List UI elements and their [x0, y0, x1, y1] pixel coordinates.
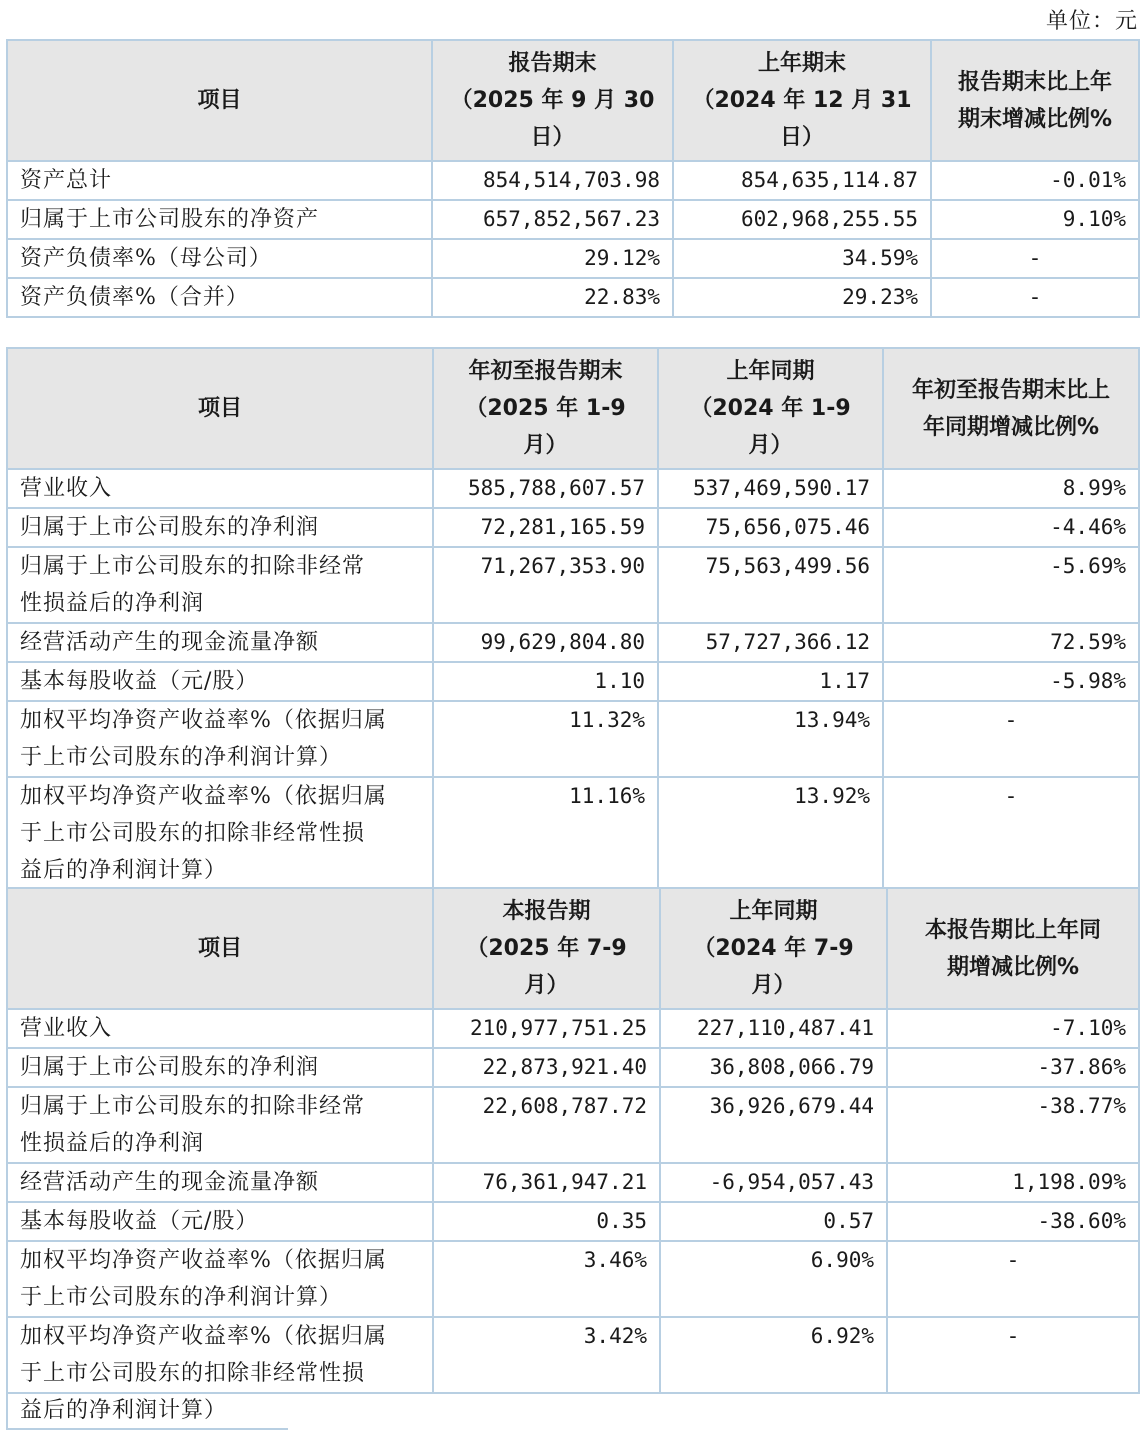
previous-value-cell: 13.92% — [658, 777, 883, 890]
table-header-row — [7, 888, 1139, 1009]
balance-table — [6, 39, 1140, 318]
current-value-cell: 29.12% — [432, 239, 673, 278]
row-label-cell: 资产负债率%（合并） — [7, 278, 432, 317]
row-label-cell: 资产负债率%（母公司） — [7, 239, 432, 278]
current-value-cell: 76,361,947.21 — [433, 1163, 660, 1202]
current-value-cell: 71,267,353.90 — [433, 547, 658, 623]
current-value-cell: 0.35 — [433, 1202, 660, 1241]
current-value-cell: 99,629,804.80 — [433, 623, 658, 662]
table-row — [7, 777, 1139, 890]
column-header: 报告期末 （2025 年 9 月 30 日） — [432, 40, 673, 161]
current-value-cell: 657,852,567.23 — [432, 200, 673, 239]
current-value-cell: 3.46% — [433, 1241, 660, 1317]
row-label-cell: 经营活动产生的现金流量净额 — [7, 1163, 433, 1202]
row-label-cell: 归属于上市公司股东的扣除非经常 性损益后的净利润 — [7, 1087, 433, 1163]
table-row — [7, 239, 1139, 278]
table-row — [7, 1163, 1139, 1202]
current-value-cell: 22,873,921.40 — [433, 1048, 660, 1087]
current-value-cell: 3.42% — [433, 1317, 660, 1393]
table-row — [7, 1087, 1139, 1163]
column-header: 年初至报告期末比上 年同期增减比例% — [883, 348, 1139, 469]
table-row — [7, 161, 1139, 200]
current-value-cell: 854,514,703.98 — [432, 161, 673, 200]
row-label-cell: 加权平均净资产收益率%（依据归属 于上市公司股东的扣除非经常性损 益后的净利润计算） — [7, 777, 433, 890]
current-value-cell: 210,977,751.25 — [433, 1009, 660, 1048]
table-row — [7, 1241, 1139, 1317]
table-row — [7, 200, 1139, 239]
previous-value-cell: 75,563,499.56 — [658, 547, 883, 623]
unit-label: 单位：元 — [1045, 9, 1138, 34]
previous-value-cell: 854,635,114.87 — [673, 161, 931, 200]
change-ratio-cell: -7.10% — [887, 1009, 1139, 1048]
change-ratio-cell: -37.86% — [887, 1048, 1139, 1087]
previous-value-cell: 227,110,487.41 — [660, 1009, 887, 1048]
table-row — [7, 1202, 1139, 1241]
column-header: 上年期末 （2024 年 12 月 31 日） — [673, 40, 931, 161]
change-ratio-cell: - — [931, 239, 1139, 278]
quarter-income-table — [6, 887, 1140, 1394]
previous-value-cell: 602,968,255.55 — [673, 200, 931, 239]
continued-row-text: 益后的净利润计算） — [6, 1392, 288, 1430]
column-header-item: 项目 — [7, 888, 433, 1009]
change-ratio-cell: 9.10% — [931, 200, 1139, 239]
table-row — [7, 469, 1139, 508]
change-ratio-cell: - — [887, 1241, 1139, 1317]
current-value-cell: 11.16% — [433, 777, 658, 890]
table-row — [7, 1048, 1139, 1087]
change-ratio-cell: -5.98% — [883, 662, 1139, 701]
change-ratio-cell: -4.46% — [883, 508, 1139, 547]
table-row — [7, 508, 1139, 547]
table-body — [7, 469, 1139, 890]
row-label-cell: 基本每股收益（元/股） — [7, 1202, 433, 1241]
current-value-cell: 11.32% — [433, 701, 658, 777]
previous-value-cell: 34.59% — [673, 239, 931, 278]
change-ratio-cell: 1,198.09% — [887, 1163, 1139, 1202]
change-ratio-cell: - — [887, 1317, 1139, 1393]
table-row — [7, 1009, 1139, 1048]
previous-value-cell: 36,808,066.79 — [660, 1048, 887, 1087]
current-value-cell: 1.10 — [433, 662, 658, 701]
row-label-cell: 经营活动产生的现金流量净额 — [7, 623, 433, 662]
column-header: 年初至报告期末 （2025 年 1-9 月） — [433, 348, 658, 469]
previous-value-cell: 57,727,366.12 — [658, 623, 883, 662]
column-header: 上年同期 （2024 年 1-9 月） — [658, 348, 883, 469]
change-ratio-cell: - — [931, 278, 1139, 317]
table-body — [7, 1009, 1139, 1393]
change-ratio-cell: -38.60% — [887, 1202, 1139, 1241]
previous-value-cell: 13.94% — [658, 701, 883, 777]
change-ratio-cell: - — [883, 701, 1139, 777]
table-row — [7, 623, 1139, 662]
row-label-cell: 归属于上市公司股东的净利润 — [7, 508, 433, 547]
row-label-cell: 加权平均净资产收益率%（依据归属 于上市公司股东的净利润计算） — [7, 701, 433, 777]
column-header-item: 项目 — [7, 348, 433, 469]
change-ratio-cell: -0.01% — [931, 161, 1139, 200]
row-label-cell: 归属于上市公司股东的净利润 — [7, 1048, 433, 1087]
row-label-cell: 营业收入 — [7, 1009, 433, 1048]
previous-value-cell: 0.57 — [660, 1202, 887, 1241]
row-label-cell: 营业收入 — [7, 469, 433, 508]
table-row — [7, 662, 1139, 701]
column-header: 报告期末比上年 期末增减比例% — [931, 40, 1139, 161]
row-label-cell: 加权平均净资产收益率%（依据归属 于上市公司股东的净利润计算） — [7, 1241, 433, 1317]
change-ratio-cell: -5.69% — [883, 547, 1139, 623]
current-value-cell: 22,608,787.72 — [433, 1087, 660, 1163]
ytd-income-table — [6, 347, 1140, 891]
row-label-cell: 归属于上市公司股东的净资产 — [7, 200, 432, 239]
table-body — [7, 161, 1139, 317]
column-header: 本报告期 （2025 年 7-9 月） — [433, 888, 660, 1009]
change-ratio-cell: - — [883, 777, 1139, 890]
previous-value-cell: 6.92% — [660, 1317, 887, 1393]
change-ratio-cell: 72.59% — [883, 623, 1139, 662]
table-header-row — [7, 348, 1139, 469]
previous-value-cell: -6,954,057.43 — [660, 1163, 887, 1202]
row-label-cell: 基本每股收益（元/股） — [7, 662, 433, 701]
row-label-cell: 加权平均净资产收益率%（依据归属 于上市公司股东的扣除非经常性损 — [7, 1317, 433, 1393]
change-ratio-cell: 8.99% — [883, 469, 1139, 508]
previous-value-cell: 6.90% — [660, 1241, 887, 1317]
previous-value-cell: 36,926,679.44 — [660, 1087, 887, 1163]
table-row — [7, 1317, 1139, 1393]
previous-value-cell: 75,656,075.46 — [658, 508, 883, 547]
previous-value-cell: 537,469,590.17 — [658, 469, 883, 508]
column-header-item: 项目 — [7, 40, 432, 161]
table-row — [7, 701, 1139, 777]
column-header: 上年同期 （2024 年 7-9 月） — [660, 888, 887, 1009]
current-value-cell: 22.83% — [432, 278, 673, 317]
table-row — [7, 278, 1139, 317]
row-label-cell: 资产总计 — [7, 161, 432, 200]
current-value-cell: 585,788,607.57 — [433, 469, 658, 508]
change-ratio-cell: -38.77% — [887, 1087, 1139, 1163]
row-label-cell: 归属于上市公司股东的扣除非经常 性损益后的净利润 — [7, 547, 433, 623]
previous-value-cell: 1.17 — [658, 662, 883, 701]
table-header-row — [7, 40, 1139, 161]
table-row — [7, 547, 1139, 623]
previous-value-cell: 29.23% — [673, 278, 931, 317]
current-value-cell: 72,281,165.59 — [433, 508, 658, 547]
column-header: 本报告期比上年同 期增减比例% — [887, 888, 1139, 1009]
